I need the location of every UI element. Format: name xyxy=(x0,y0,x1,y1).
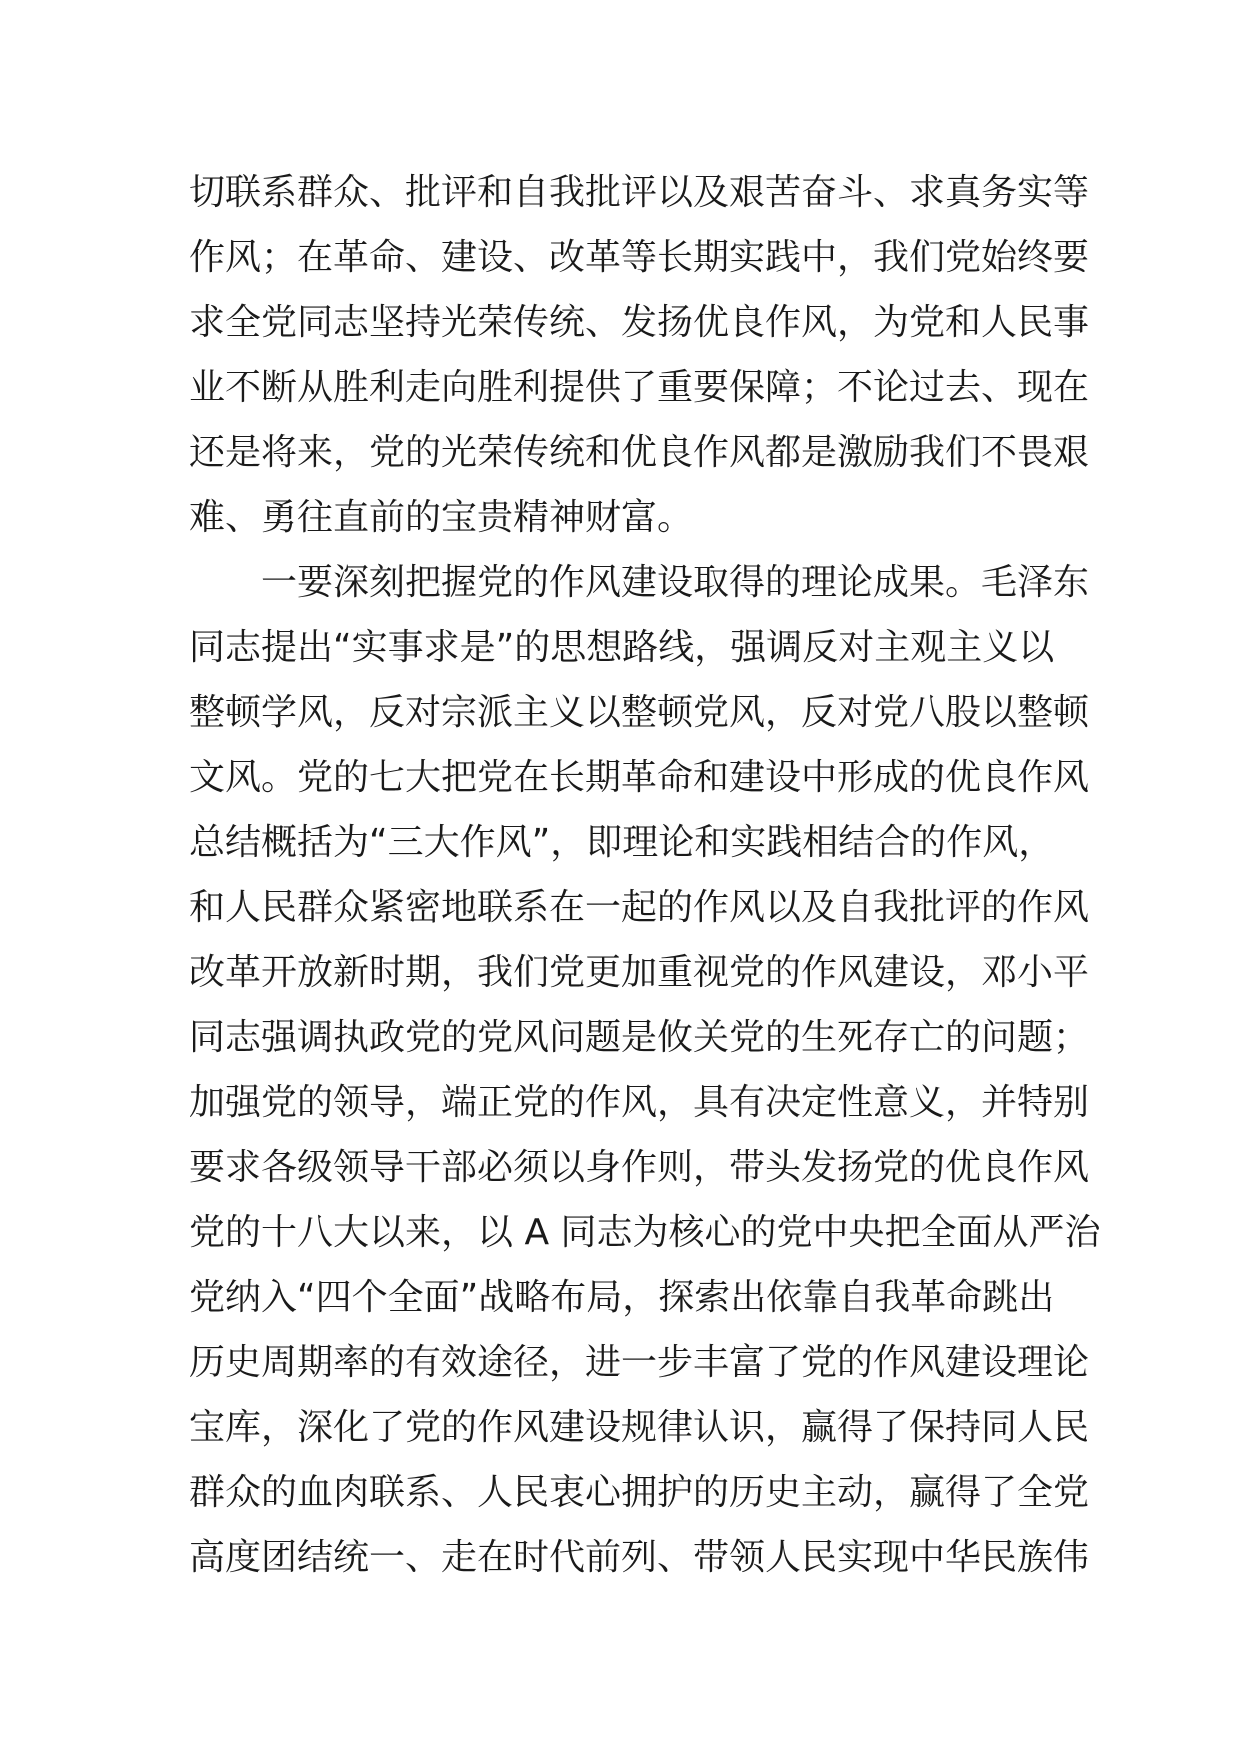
text-line: 总结概括为“三大作风”，即理论和实践相结合的作风， xyxy=(189,822,1055,863)
text-line: 党的十八大以来，以 A 同志为核心的党中央把全面从严治 xyxy=(189,1212,1101,1253)
paragraph-first-line: 一要深刻把握党的作风建设取得的理论成果。毛泽东 xyxy=(261,562,1090,603)
text-line: 群众的血肉联系、人民衷心拥护的历史主动，赢得了全党 xyxy=(189,1472,1090,1513)
text-line: 求全党同志坚持光荣传统、发扬优良作风，为党和人民事 xyxy=(189,302,1090,343)
text-line: 还是将来，党的光荣传统和优良作风都是激励我们不畏艰 xyxy=(189,432,1090,473)
text-line: 加强党的领导，端正党的作风，具有决定性意义，并特别 xyxy=(189,1082,1090,1123)
body-text xyxy=(189,160,1101,1590)
text-line: 同志提出“实事求是”的思想路线，强调反对主观主义以 xyxy=(189,627,1055,668)
text-line: 作风；在革命、建设、改革等长期实践中，我们党始终要 xyxy=(189,237,1090,278)
text-line: 历史周期率的有效途径，进一步丰富了党的作风建设理论 xyxy=(189,1342,1090,1383)
text-line: 业不断从胜利走向胜利提供了重要保障；不论过去、现在 xyxy=(189,367,1090,408)
text-line: 和人民群众紧密地联系在一起的作风以及自我批评的作风 xyxy=(189,887,1090,928)
text-line: 文风。党的七大把党在长期革命和建设中形成的优良作风 xyxy=(189,757,1090,798)
text-line: 宝库，深化了党的作风建设规律认识，赢得了保持同人民 xyxy=(189,1407,1090,1448)
text-line: 切联系群众、批评和自我批评以及艰苦奋斗、求真务实等 xyxy=(189,172,1090,213)
text-line: 高度团结统一、走在时代前列、带领人民实现中华民族伟 xyxy=(189,1537,1090,1578)
text-line: 难、勇往直前的宝贵精神财富。 xyxy=(189,497,694,538)
text-line: 要求各级领导干部必须以身作则，带头发扬党的优良作风 xyxy=(189,1147,1090,1188)
text-line: 同志强调执政党的党风问题是攸关党的生死存亡的问题； xyxy=(189,1017,1090,1058)
text-line: 整顿学风，反对宗派主义以整顿党风，反对党八股以整顿 xyxy=(189,692,1090,733)
text-line: 党纳入“四个全面”战略布局，探索出依靠自我革命跳出 xyxy=(189,1277,1055,1318)
text-line: 改革开放新时期，我们党更加重视党的作风建设，邓小平 xyxy=(189,952,1090,993)
